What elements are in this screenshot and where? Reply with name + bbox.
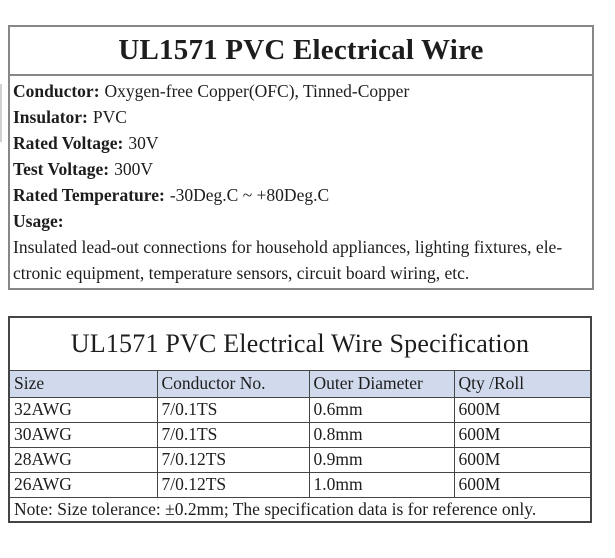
column-header-conductor-no: Conductor No. bbox=[157, 370, 309, 397]
product-info-body bbox=[10, 76, 592, 286]
field-value: 30V bbox=[128, 133, 159, 153]
cell-conductor-no: 7/0.12TS bbox=[157, 447, 309, 472]
cell-size: 32AWG bbox=[9, 397, 157, 422]
field-value: PVC bbox=[92, 107, 127, 127]
edge-artifact-line bbox=[0, 84, 2, 142]
usage-text-line: ctronic equipment, temperature sensors, circuit board wiring, etc. bbox=[13, 263, 470, 283]
spec-table-section bbox=[8, 316, 592, 523]
cell-conductor-no: 7/0.12TS bbox=[157, 472, 309, 497]
field-rated-voltage bbox=[13, 130, 589, 156]
field-insulator bbox=[13, 104, 589, 130]
field-usage bbox=[13, 208, 589, 234]
field-value: 300V bbox=[114, 159, 153, 179]
cell-conductor-no: 7/0.1TS bbox=[157, 397, 309, 422]
table-row bbox=[9, 472, 591, 497]
field-value: Oxygen-free Copper(OFC), Tinned-Copper bbox=[104, 81, 410, 101]
field-label: Insulator: bbox=[13, 107, 88, 127]
field-label: Test Voltage: bbox=[13, 159, 110, 179]
product-info-box bbox=[8, 25, 594, 290]
cell-size: 26AWG bbox=[9, 472, 157, 497]
cell-outer-diameter: 1.0mm bbox=[309, 472, 454, 497]
field-conductor bbox=[13, 78, 589, 104]
spec-table bbox=[8, 316, 592, 523]
column-header-outer-diameter: Outer Diameter bbox=[309, 370, 454, 397]
cell-qty-roll: 600M bbox=[454, 472, 591, 497]
field-value: -30Deg.C ~ +80Deg.C bbox=[169, 185, 330, 205]
column-header-qty-roll: Qty /Roll bbox=[454, 370, 591, 397]
spec-table-note-row bbox=[9, 497, 591, 522]
field-label: Usage: bbox=[13, 211, 64, 231]
cell-qty-roll: 600M bbox=[454, 422, 591, 447]
field-label: Conductor: bbox=[13, 81, 100, 101]
cell-qty-roll: 600M bbox=[454, 447, 591, 472]
field-test-voltage bbox=[13, 156, 589, 182]
field-rated-temperature bbox=[13, 182, 589, 208]
spec-table-title: UL1571 PVC Electrical Wire Specification bbox=[9, 317, 591, 370]
spec-table-header-row bbox=[9, 370, 591, 397]
cell-qty-roll: 600M bbox=[454, 397, 591, 422]
note-text: Note: Size tolerance: ±0.2mm; The specification data is for reference only. bbox=[9, 497, 591, 522]
table-row bbox=[9, 447, 591, 472]
table-row bbox=[9, 422, 591, 447]
column-header-size: Size bbox=[9, 370, 157, 397]
product-title: UL1571 PVC Electrical Wire bbox=[10, 27, 592, 76]
field-label: Rated Voltage: bbox=[13, 133, 124, 153]
cell-conductor-no: 7/0.1TS bbox=[157, 422, 309, 447]
cell-size: 30AWG bbox=[9, 422, 157, 447]
cell-outer-diameter: 0.9mm bbox=[309, 447, 454, 472]
table-row bbox=[9, 397, 591, 422]
cell-outer-diameter: 0.6mm bbox=[309, 397, 454, 422]
field-label: Rated Temperature: bbox=[13, 185, 165, 205]
cell-size: 28AWG bbox=[9, 447, 157, 472]
usage-text-line: Insulated lead-out connections for household appliances, lighting fixtures, ele- bbox=[13, 237, 563, 257]
cell-outer-diameter: 0.8mm bbox=[309, 422, 454, 447]
spec-table-title-row bbox=[9, 317, 591, 370]
